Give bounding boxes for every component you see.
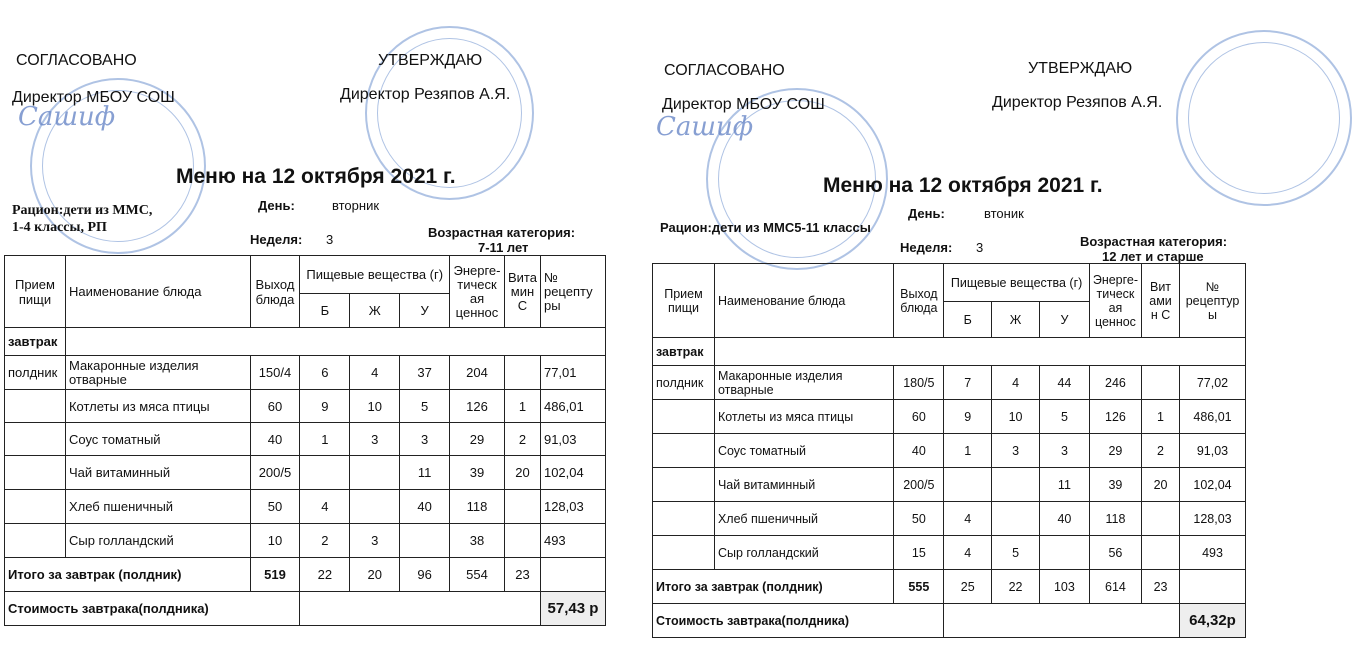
dish-fat: 10 bbox=[992, 400, 1040, 434]
dish-protein: 7 bbox=[944, 366, 992, 400]
company-stamp bbox=[1176, 30, 1352, 206]
dish-name: Сыр голландский bbox=[65, 524, 250, 558]
dish-yield: 200/5 bbox=[250, 456, 300, 490]
dish-protein: 9 bbox=[300, 390, 350, 423]
dish-fat bbox=[992, 502, 1040, 536]
age-label: Возрастная категория: bbox=[1080, 234, 1228, 249]
menu-title: Меню на 12 октября 2021 г. bbox=[823, 174, 1103, 197]
dish-recipe: 77,02 bbox=[1179, 366, 1245, 400]
dish-fat: 10 bbox=[350, 390, 400, 423]
header-yield: Выход блюда bbox=[250, 256, 300, 328]
agreed-label: СОГЛАСОВАНО bbox=[16, 52, 137, 69]
dish-yield: 50 bbox=[894, 502, 944, 536]
total-recipe bbox=[540, 558, 605, 592]
cost-spacer bbox=[300, 592, 541, 626]
dish-energy: 126 bbox=[450, 390, 505, 423]
dish-name: Чай витаминный bbox=[65, 456, 250, 490]
total-label: Итого за завтрак (полдник) bbox=[5, 558, 251, 592]
menu-table bbox=[4, 255, 606, 626]
dish-recipe: 91,03 bbox=[1179, 434, 1245, 468]
menu-sheet-right bbox=[648, 0, 1364, 649]
total-recipe bbox=[1179, 570, 1245, 604]
dish-yield: 15 bbox=[894, 536, 944, 570]
menu-sheet-left bbox=[0, 0, 640, 649]
header-nutrients: Пищевые вещества (г) bbox=[944, 264, 1090, 302]
cost-label: Стоимость завтрака(полдника) bbox=[653, 604, 944, 638]
dish-vitamin: 1 bbox=[1142, 400, 1180, 434]
header-fat: Ж bbox=[350, 294, 400, 328]
dish-yield: 60 bbox=[894, 400, 944, 434]
header-carbs: У bbox=[400, 294, 450, 328]
header-fat: Ж bbox=[992, 302, 1040, 338]
table-row bbox=[653, 502, 1246, 536]
dish-fat: 4 bbox=[992, 366, 1040, 400]
dish-yield: 40 bbox=[250, 423, 300, 456]
total-vitamin: 23 bbox=[504, 558, 540, 592]
dish-fat: 3 bbox=[350, 423, 400, 456]
dish-energy: 246 bbox=[1089, 366, 1141, 400]
dish-vitamin bbox=[504, 356, 540, 390]
dish-name: Сыр голландский bbox=[714, 536, 893, 570]
dish-name: Котлеты из мяса птицы bbox=[714, 400, 893, 434]
table-row bbox=[653, 434, 1246, 468]
header-recipe: № рецептур ы bbox=[1179, 264, 1245, 338]
dish-yield: 150/4 bbox=[250, 356, 300, 390]
total-vitamin: 23 bbox=[1142, 570, 1180, 604]
dish-recipe: 102,04 bbox=[540, 456, 605, 490]
dish-carbs: 3 bbox=[1039, 434, 1089, 468]
dish-name: Макаронные изделия отварные bbox=[714, 366, 893, 400]
dish-energy: 118 bbox=[1089, 502, 1141, 536]
table-row bbox=[653, 536, 1246, 570]
header-nutrients: Пищевые вещества (г) bbox=[300, 256, 450, 294]
day-value: вторник bbox=[332, 198, 380, 213]
dish-fat bbox=[350, 456, 400, 490]
header-yield: Выход блюда bbox=[894, 264, 944, 338]
dish-carbs: 11 bbox=[400, 456, 450, 490]
dish-protein: 6 bbox=[300, 356, 350, 390]
total-fat: 22 bbox=[992, 570, 1040, 604]
table-row bbox=[5, 490, 606, 524]
dish-recipe: 493 bbox=[540, 524, 605, 558]
total-row bbox=[5, 558, 606, 592]
zavtrak-spacer bbox=[65, 328, 605, 356]
dish-protein: 4 bbox=[944, 536, 992, 570]
dish-carbs: 40 bbox=[400, 490, 450, 524]
day-label: День: bbox=[258, 198, 295, 213]
dish-energy: 29 bbox=[450, 423, 505, 456]
dish-yield: 10 bbox=[250, 524, 300, 558]
dish-carbs: 11 bbox=[1039, 468, 1089, 502]
dish-fat: 4 bbox=[350, 356, 400, 390]
dish-name: Макаронные изделия отварные bbox=[65, 356, 250, 390]
table-row bbox=[653, 400, 1246, 434]
header-vitamin: Вита мин С bbox=[504, 256, 540, 328]
director-name: Директор Резяпов А.Я. bbox=[992, 94, 1163, 111]
dish-energy: 56 bbox=[1089, 536, 1141, 570]
dish-recipe: 91,03 bbox=[540, 423, 605, 456]
approved-label: УТВЕРЖДАЮ bbox=[378, 52, 483, 69]
meal-zavtrak: завтрак bbox=[653, 338, 715, 366]
total-yield: 519 bbox=[250, 558, 300, 592]
cost-row bbox=[5, 592, 606, 626]
day-label: День: bbox=[908, 206, 945, 221]
total-energy: 614 bbox=[1089, 570, 1141, 604]
table-row bbox=[5, 390, 606, 423]
meal-cell-empty bbox=[5, 423, 66, 456]
director-signature: Сашиф bbox=[656, 112, 754, 142]
dish-yield: 40 bbox=[894, 434, 944, 468]
dish-protein: 4 bbox=[300, 490, 350, 524]
meal-cell-empty bbox=[653, 502, 715, 536]
dish-carbs: 5 bbox=[1039, 400, 1089, 434]
dish-vitamin bbox=[504, 524, 540, 558]
meal-poldnik: полдник bbox=[5, 356, 66, 390]
table-row bbox=[653, 468, 1246, 502]
dish-energy: 38 bbox=[450, 524, 505, 558]
cost-value: 57,43 р bbox=[540, 592, 605, 626]
dish-vitamin: 20 bbox=[1142, 468, 1180, 502]
week-value: 3 bbox=[976, 240, 984, 255]
approved-label: УТВЕРЖДАЮ bbox=[1028, 60, 1133, 77]
dish-protein: 1 bbox=[944, 434, 992, 468]
dish-carbs: 5 bbox=[400, 390, 450, 423]
dish-energy: 118 bbox=[450, 490, 505, 524]
meal-cell-empty bbox=[5, 490, 66, 524]
director-school: Директор МБОУ СОШ bbox=[662, 96, 825, 113]
table-row bbox=[5, 456, 606, 490]
dish-carbs: 3 bbox=[400, 423, 450, 456]
total-label: Итого за завтрак (полдник) bbox=[653, 570, 894, 604]
menu-table bbox=[652, 263, 1246, 638]
dish-recipe: 128,03 bbox=[540, 490, 605, 524]
week-value: 3 bbox=[326, 232, 334, 247]
table-row bbox=[5, 524, 606, 558]
dish-protein bbox=[944, 468, 992, 502]
header-dish: Наименование блюда bbox=[65, 256, 250, 328]
age-label: Возрастная категория: bbox=[428, 225, 576, 240]
table-row bbox=[5, 356, 606, 390]
dish-recipe: 486,01 bbox=[540, 390, 605, 423]
dish-protein bbox=[300, 456, 350, 490]
dish-yield: 180/5 bbox=[894, 366, 944, 400]
header-dish: Наименование блюда bbox=[714, 264, 893, 338]
total-carbs: 96 bbox=[400, 558, 450, 592]
total-fat: 20 bbox=[350, 558, 400, 592]
age-value: 12 лет и старше bbox=[1102, 249, 1204, 264]
dish-vitamin bbox=[1142, 502, 1180, 536]
dish-energy: 39 bbox=[1089, 468, 1141, 502]
total-yield: 555 bbox=[894, 570, 944, 604]
dish-yield: 60 bbox=[250, 390, 300, 423]
dish-vitamin bbox=[1142, 536, 1180, 570]
ration-line-1: Рацион:дети из ММС, bbox=[12, 203, 153, 218]
ration-line-1: Рацион:дети из ММС5-11 классы bbox=[660, 220, 871, 235]
meal-cell-empty bbox=[5, 456, 66, 490]
dish-energy: 204 bbox=[450, 356, 505, 390]
meal-cell-empty bbox=[5, 390, 66, 423]
director-name: Директор Резяпов А.Я. bbox=[340, 86, 511, 103]
dish-protein: 1 bbox=[300, 423, 350, 456]
dish-fat bbox=[992, 468, 1040, 502]
cost-value: 64,32р bbox=[1179, 604, 1245, 638]
total-protein: 22 bbox=[300, 558, 350, 592]
dish-carbs bbox=[400, 524, 450, 558]
dish-name: Хлеб пшеничный bbox=[714, 502, 893, 536]
dish-vitamin: 1 bbox=[504, 390, 540, 423]
header-vitamin: Вит ами н С bbox=[1142, 264, 1180, 338]
total-protein: 25 bbox=[944, 570, 992, 604]
dish-vitamin: 2 bbox=[504, 423, 540, 456]
dish-carbs: 44 bbox=[1039, 366, 1089, 400]
header-recipe: № рецепту ры bbox=[540, 256, 605, 328]
total-row bbox=[653, 570, 1246, 604]
dish-carbs: 37 bbox=[400, 356, 450, 390]
dish-name: Котлеты из мяса птицы bbox=[65, 390, 250, 423]
cost-label: Стоимость завтрака(полдника) bbox=[5, 592, 300, 626]
meal-cell-empty bbox=[5, 524, 66, 558]
total-carbs: 103 bbox=[1039, 570, 1089, 604]
dish-yield: 200/5 bbox=[894, 468, 944, 502]
agreed-label: СОГЛАСОВАНО bbox=[664, 62, 785, 79]
dish-vitamin bbox=[504, 490, 540, 524]
cost-row bbox=[653, 604, 1246, 638]
table-row bbox=[5, 423, 606, 456]
dish-energy: 126 bbox=[1089, 400, 1141, 434]
day-value: втоник bbox=[984, 206, 1024, 221]
dish-carbs bbox=[1039, 536, 1089, 570]
header-energy: Энерге- тическ ая ценнос bbox=[1089, 264, 1141, 338]
dish-recipe: 102,04 bbox=[1179, 468, 1245, 502]
zavtrak-spacer bbox=[714, 338, 1245, 366]
dish-name: Хлеб пшеничный bbox=[65, 490, 250, 524]
week-label: Неделя: bbox=[900, 240, 953, 255]
week-label: Неделя: bbox=[250, 232, 303, 247]
menu-title: Меню на 12 октября 2021 г. bbox=[176, 165, 456, 188]
dish-energy: 29 bbox=[1089, 434, 1141, 468]
dish-yield: 50 bbox=[250, 490, 300, 524]
dish-name: Соус томатный bbox=[65, 423, 250, 456]
header-meal: Прием пищи bbox=[5, 256, 66, 328]
meal-zavtrak: завтрак bbox=[5, 328, 66, 356]
cost-spacer bbox=[944, 604, 1180, 638]
header-protein: Б bbox=[944, 302, 992, 338]
total-energy: 554 bbox=[450, 558, 505, 592]
meal-cell-empty bbox=[653, 434, 715, 468]
dish-recipe: 486,01 bbox=[1179, 400, 1245, 434]
dish-protein: 9 bbox=[944, 400, 992, 434]
director-signature: Сашиф bbox=[18, 102, 116, 132]
age-value: 7-11 лет bbox=[478, 240, 529, 255]
header-energy: Энерге- тическ ая ценнос bbox=[450, 256, 505, 328]
dish-vitamin: 2 bbox=[1142, 434, 1180, 468]
dish-fat: 5 bbox=[992, 536, 1040, 570]
header-carbs: У bbox=[1039, 302, 1089, 338]
dish-carbs: 40 bbox=[1039, 502, 1089, 536]
dish-energy: 39 bbox=[450, 456, 505, 490]
dish-recipe: 77,01 bbox=[540, 356, 605, 390]
meal-cell-empty bbox=[653, 400, 715, 434]
director-school: Директор МБОУ СОШ bbox=[12, 89, 175, 106]
table-row bbox=[653, 366, 1246, 400]
dish-name: Чай витаминный bbox=[714, 468, 893, 502]
header-meal: Прием пищи bbox=[653, 264, 715, 338]
dish-vitamin: 20 bbox=[504, 456, 540, 490]
meal-poldnik: полдник bbox=[653, 366, 715, 400]
dish-fat: 3 bbox=[350, 524, 400, 558]
dish-protein: 2 bbox=[300, 524, 350, 558]
dish-protein: 4 bbox=[944, 502, 992, 536]
header-protein: Б bbox=[300, 294, 350, 328]
dish-recipe: 128,03 bbox=[1179, 502, 1245, 536]
dish-fat bbox=[350, 490, 400, 524]
dish-fat: 3 bbox=[992, 434, 1040, 468]
ration-line-2: 1-4 классы, РП bbox=[12, 220, 107, 235]
meal-cell-empty bbox=[653, 536, 715, 570]
dish-recipe: 493 bbox=[1179, 536, 1245, 570]
dish-name: Соус томатный bbox=[714, 434, 893, 468]
dish-vitamin bbox=[1142, 366, 1180, 400]
meal-cell-empty bbox=[653, 468, 715, 502]
